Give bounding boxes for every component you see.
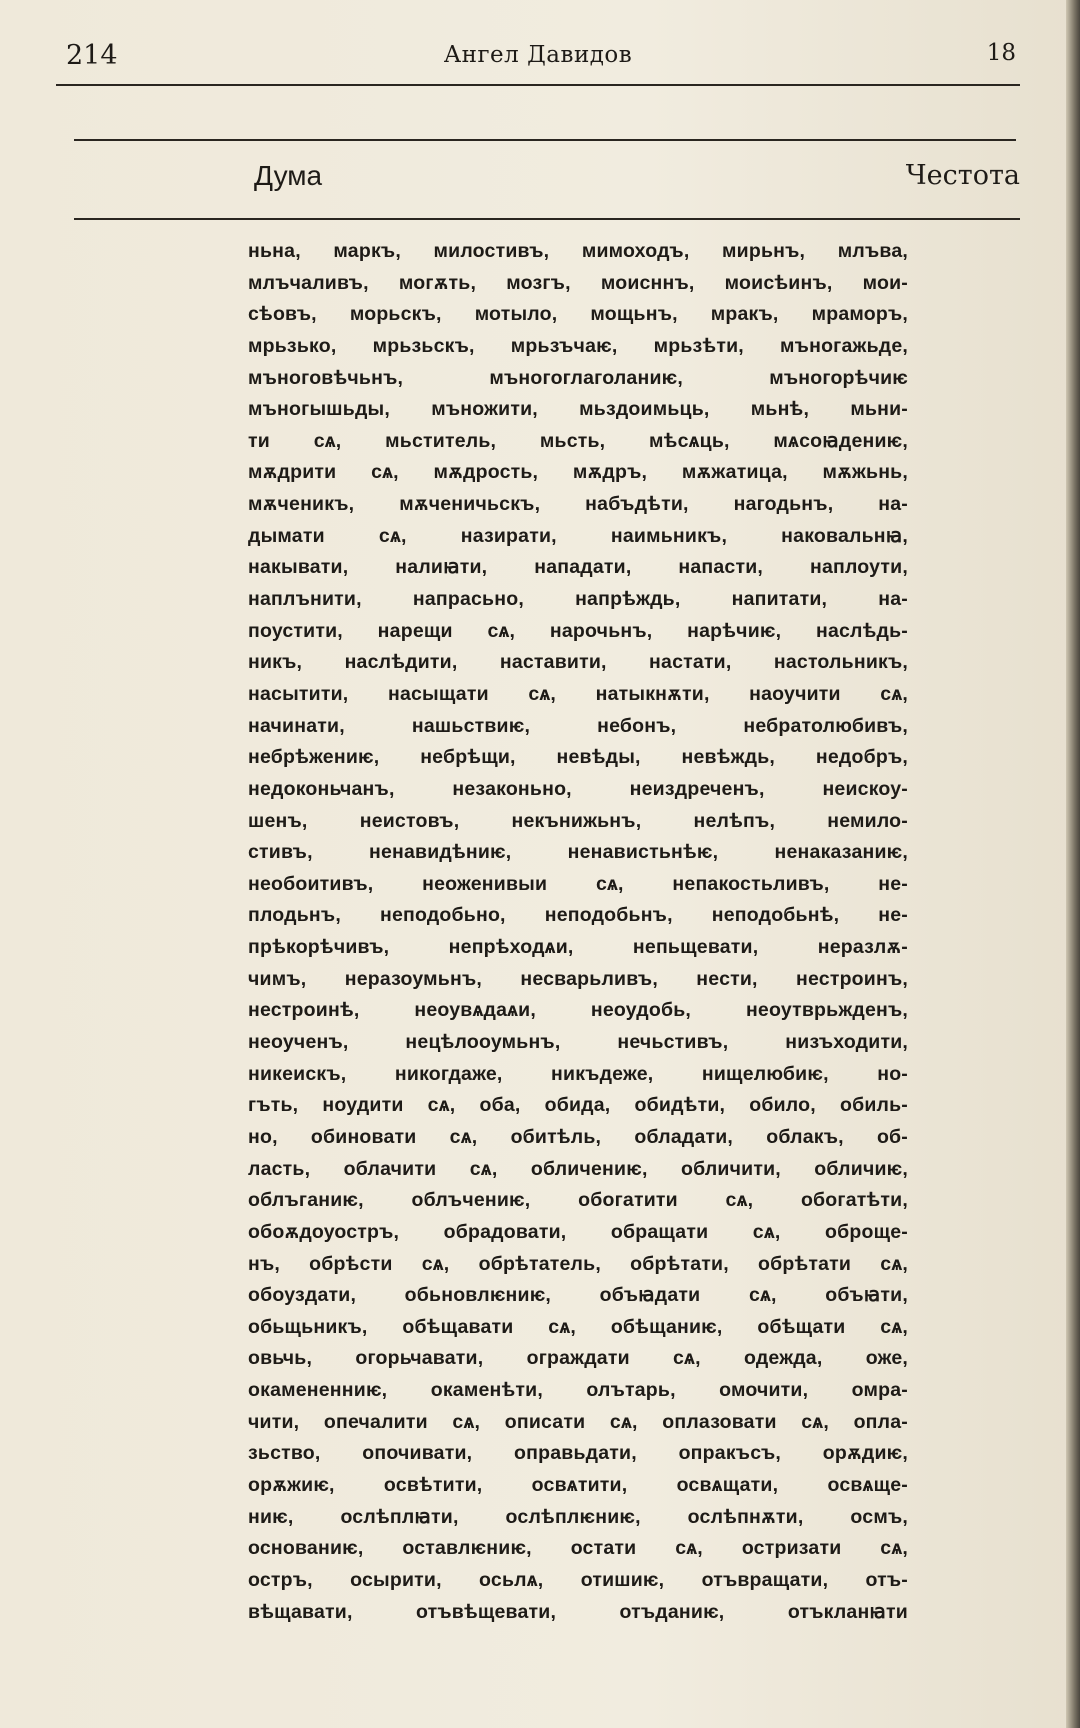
table-top-rule — [74, 139, 1016, 141]
text-line: обоуздати, обьновлѥниѥ, объꙗдати сѧ, объꙗти, — [248, 1284, 908, 1307]
text-line: поустити, нарещи сѧ, нарочьнъ, нарѣчиѥ, наслѣдь- — [248, 619, 908, 642]
text-line: нестроинѣ, неоувѧдаѧи, неоудобь, неоутврьжденъ, — [248, 999, 908, 1022]
text-line: плодьнъ, неподобьно, неподобьнъ, неподобьнѣ, не- — [248, 904, 908, 927]
text-line: необоитивъ, неоженивыи сѧ, непакостьливъ, не- — [248, 872, 908, 895]
text-line: мъногышьды, мъножити, мьздоимьць, мьнѣ, мьни- — [248, 398, 908, 421]
text-line: прѣкорѣчивъ, непрѣходѧи, непьщевати, неразлѫ- — [248, 936, 908, 959]
text-line: млъчаливъ, могѫть, мозгъ, моисннъ, моисѣинъ, мои- — [248, 271, 908, 294]
page-edge-shadow — [1066, 0, 1080, 1728]
text-line: мрьзько, мрьзьскъ, мрьзъчаѥ, мрьзѣти, мъногажьде, — [248, 334, 908, 357]
text-line: орѫжиѥ, освѣтити, освѧтити, освѧщати, освѧще- — [248, 1473, 908, 1496]
text-line: неоученъ, нецѣлооумьнъ, нечьстивъ, низъходити, — [248, 1031, 908, 1054]
text-line: основаниѥ, оставлѥниѥ, остати сѧ, остризати сѧ, — [248, 1537, 908, 1560]
text-line: ласть, облачити сѧ, обличениѥ, обличити, обличиѥ, — [248, 1157, 908, 1180]
text-line: ти сѧ, мьститель, мьсть, мѣсѧць, мѧсоꙗдениѥ, — [248, 429, 908, 452]
text-line: ниѥ, ослѣплꙗти, ослѣплѥниѥ, ослѣпнѫти, осмъ, — [248, 1505, 908, 1528]
text-line: никъ, наслѣдити, наставити, настати, настольникъ, — [248, 651, 908, 674]
running-title: Ангел Давидов — [443, 42, 633, 68]
table-header-rule — [74, 218, 1020, 220]
text-line: наплънити, напрасьно, напрѣждь, напитати, на- — [248, 588, 908, 611]
text-line: ньна, маркъ, милостивъ, мимоходъ, мирьнъ, млъва, — [248, 240, 908, 262]
text-line: недоконьчанъ, незаконьно, неиздреченъ, неискоу- — [248, 777, 908, 800]
text-line: овьчь, огорьчавати, ограждати сѧ, одежда, оже, — [248, 1347, 908, 1370]
text-line: чити, опечалити сѧ, описати сѧ, оплазовати сѧ, опла- — [248, 1410, 908, 1433]
header-rule — [56, 84, 1020, 86]
word-list — [248, 236, 908, 1628]
column-header-word: Дума — [254, 160, 323, 191]
text-line: сѣовъ, морьскъ, мотыло, мощьнъ, мракъ, мраморъ, — [248, 303, 908, 326]
text-line: стивъ, ненавидѣниѥ, ненавистьнѣѥ, ненаказаниѥ, — [248, 841, 908, 864]
text-line: чимъ, неразоумьнъ, несварьливъ, нести, нестроинъ, — [248, 967, 908, 990]
text-line: окамененниѥ, окаменѣти, олътарь, омочити, омра- — [248, 1379, 908, 1402]
text-line: обоѫдоуостръ, обрадовати, обращати сѧ, оброще- — [248, 1220, 908, 1243]
text-line: нъ, обрѣсти сѧ, обрѣтатель, обрѣтати, обрѣтати сѧ, — [248, 1252, 908, 1275]
page-number-right: 18 — [986, 40, 1016, 66]
text-line: насытити, насыщати сѧ, натыкнѫти, наоучити сѧ, — [248, 682, 908, 705]
text-line: вѣщавати, отъвѣщевати, отъданиѥ, отъкланꙗти — [248, 1600, 908, 1623]
column-headers — [74, 150, 1020, 200]
column-header-frequency: Честота — [905, 160, 1020, 191]
text-line: мъноговѣчьнъ, мъногоглаголаниѥ, мъногорѣчиѥ — [248, 366, 908, 389]
text-line: облъганиѥ, облъчениѥ, обогатити сѧ, обогатѣти, — [248, 1189, 908, 1212]
text-line: шенъ, неистовъ, некънижьнъ, нелѣпъ, немило- — [248, 809, 908, 832]
text-line: зьство, опочивати, оправьдати, опракъсъ, орѫдиѥ, — [248, 1442, 908, 1465]
text-line: гъть, ноудити сѧ, оба, обида, обидѣти, обило, обиль- — [248, 1094, 908, 1117]
text-line: никеискъ, никогдаже, никъдеже, нищелюбиѥ, но- — [248, 1062, 908, 1085]
text-line: начинати, нашьствиѥ, небонъ, небратолюбивъ, — [248, 714, 908, 737]
text-line: обьщьникъ, обѣщавати сѧ, обѣщаниѥ, обѣщати сѧ, — [248, 1315, 908, 1338]
text-line: мѫдрити сѧ, мѫдрость, мѫдръ, мѫжатица, мѫжьнь, — [248, 461, 908, 484]
text-line: мѫченикъ, мѫченичьскъ, набъдѣти, нагодьнъ, на- — [248, 493, 908, 516]
text-line: накывати, налиꙗти, нападати, напасти, наплоути, — [248, 556, 908, 579]
page-number-left: 214 — [66, 40, 118, 71]
text-line: небрѣжениѥ, небрѣщи, невѣды, невѣждь, недобръ, — [248, 746, 908, 769]
text-line: но, обиновати сѧ, обитѣль, обладати, облакъ, об- — [248, 1125, 908, 1148]
text-line: дымати сѧ, назирати, наимьникъ, наковальнꙗ, — [248, 524, 908, 547]
running-head — [56, 38, 1020, 78]
text-line: остръ, осырити, осьлѧ, отишиѥ, отъвращати, отъ- — [248, 1568, 908, 1591]
